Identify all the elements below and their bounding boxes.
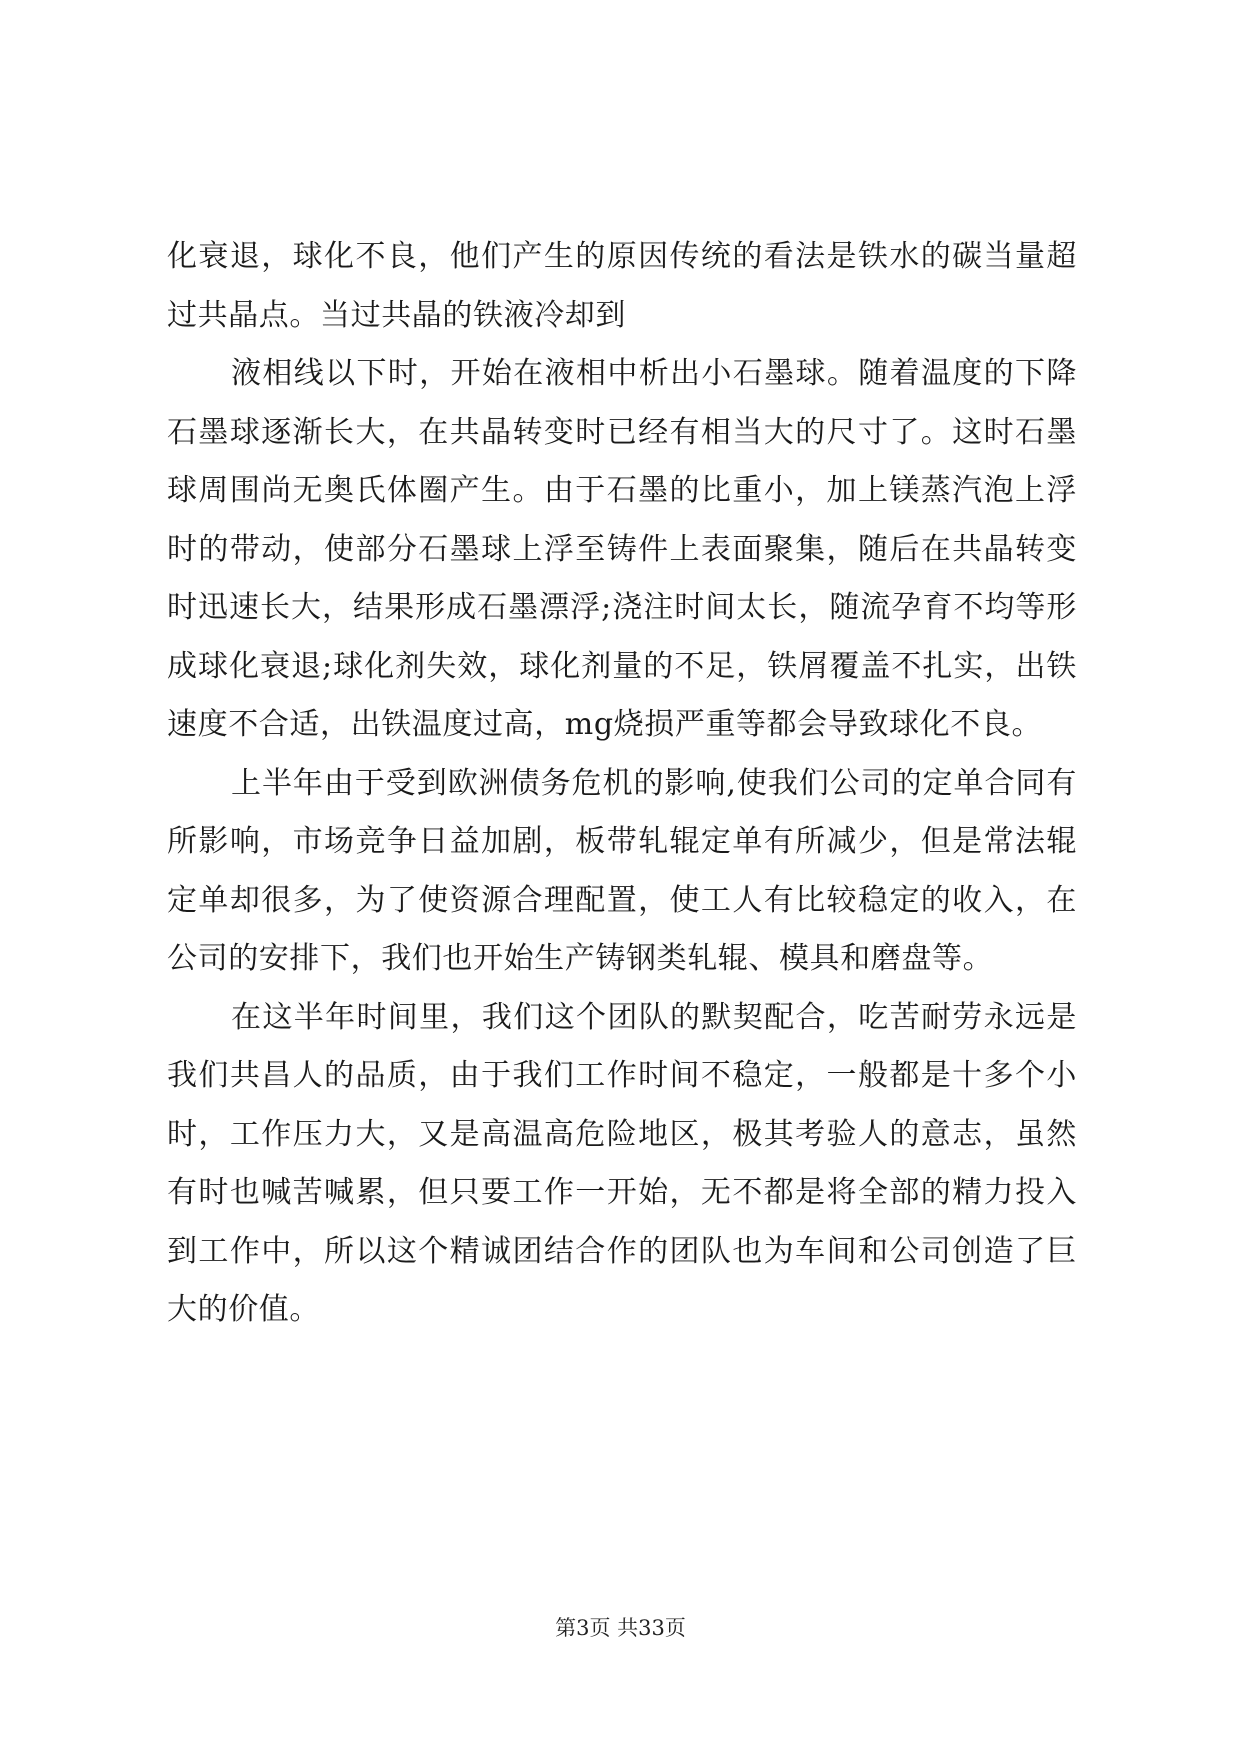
body-text [167, 228, 1077, 1340]
paragraph-3: 上半年由于受到欧洲债务危机的影响,使我们公司的定单合同有所影响，市场竞争日益加剧，板带轧辊定单有所减少，但是常法辊定单却很多，为了使资源合理配置，使工人有比较稳定的收入，在公司的安排下，我们也开始生产铸钢类轧辊、模具和磨盘等。 [167, 765, 1077, 976]
paragraph-2: 液相线以下时，开始在液相中析出小石墨球。随着温度的下降石墨球逐渐长大，在共晶转变时已经有相当大的尺寸了。这时石墨球周围尚无奥氏体圈产生。由于石墨的比重小，加上镁蒸汽泡上浮时的带动，使部分石墨球上浮至铸件上表面聚集，随后在共晶转变时迅速长大，结果形成石墨漂浮;浇注时间太长，随流孕育不均等形成球化衰退;球化剂失效，球化剂量的不足，铁屑覆盖不扎实，出铁速度不合适，出铁温度过高，mg烧损严重等都会导致球化不良。 [167, 356, 1077, 742]
paragraph-1: 化衰退，球化不良，他们产生的原因传统的看法是铁水的碳当量超过共晶点。当过共晶的铁液冷却到 [167, 239, 1077, 333]
paragraph-4: 在这半年时间里，我们这个团队的默契配合，吃苦耐劳永远是我们共昌人的品质，由于我们工作时间不稳定，一般都是十多个小时，工作压力大，又是高温高危险地区，极其考验人的意志，虽然有时也喊苦喊累，但只要工作一开始，无不都是将全部的精力投入到工作中，所以这个精诚团结合作的团队也为车间和公司创造了巨大的价值。 [167, 999, 1077, 1327]
page-number-footer: 第3页 共33页 [555, 1616, 686, 1640]
